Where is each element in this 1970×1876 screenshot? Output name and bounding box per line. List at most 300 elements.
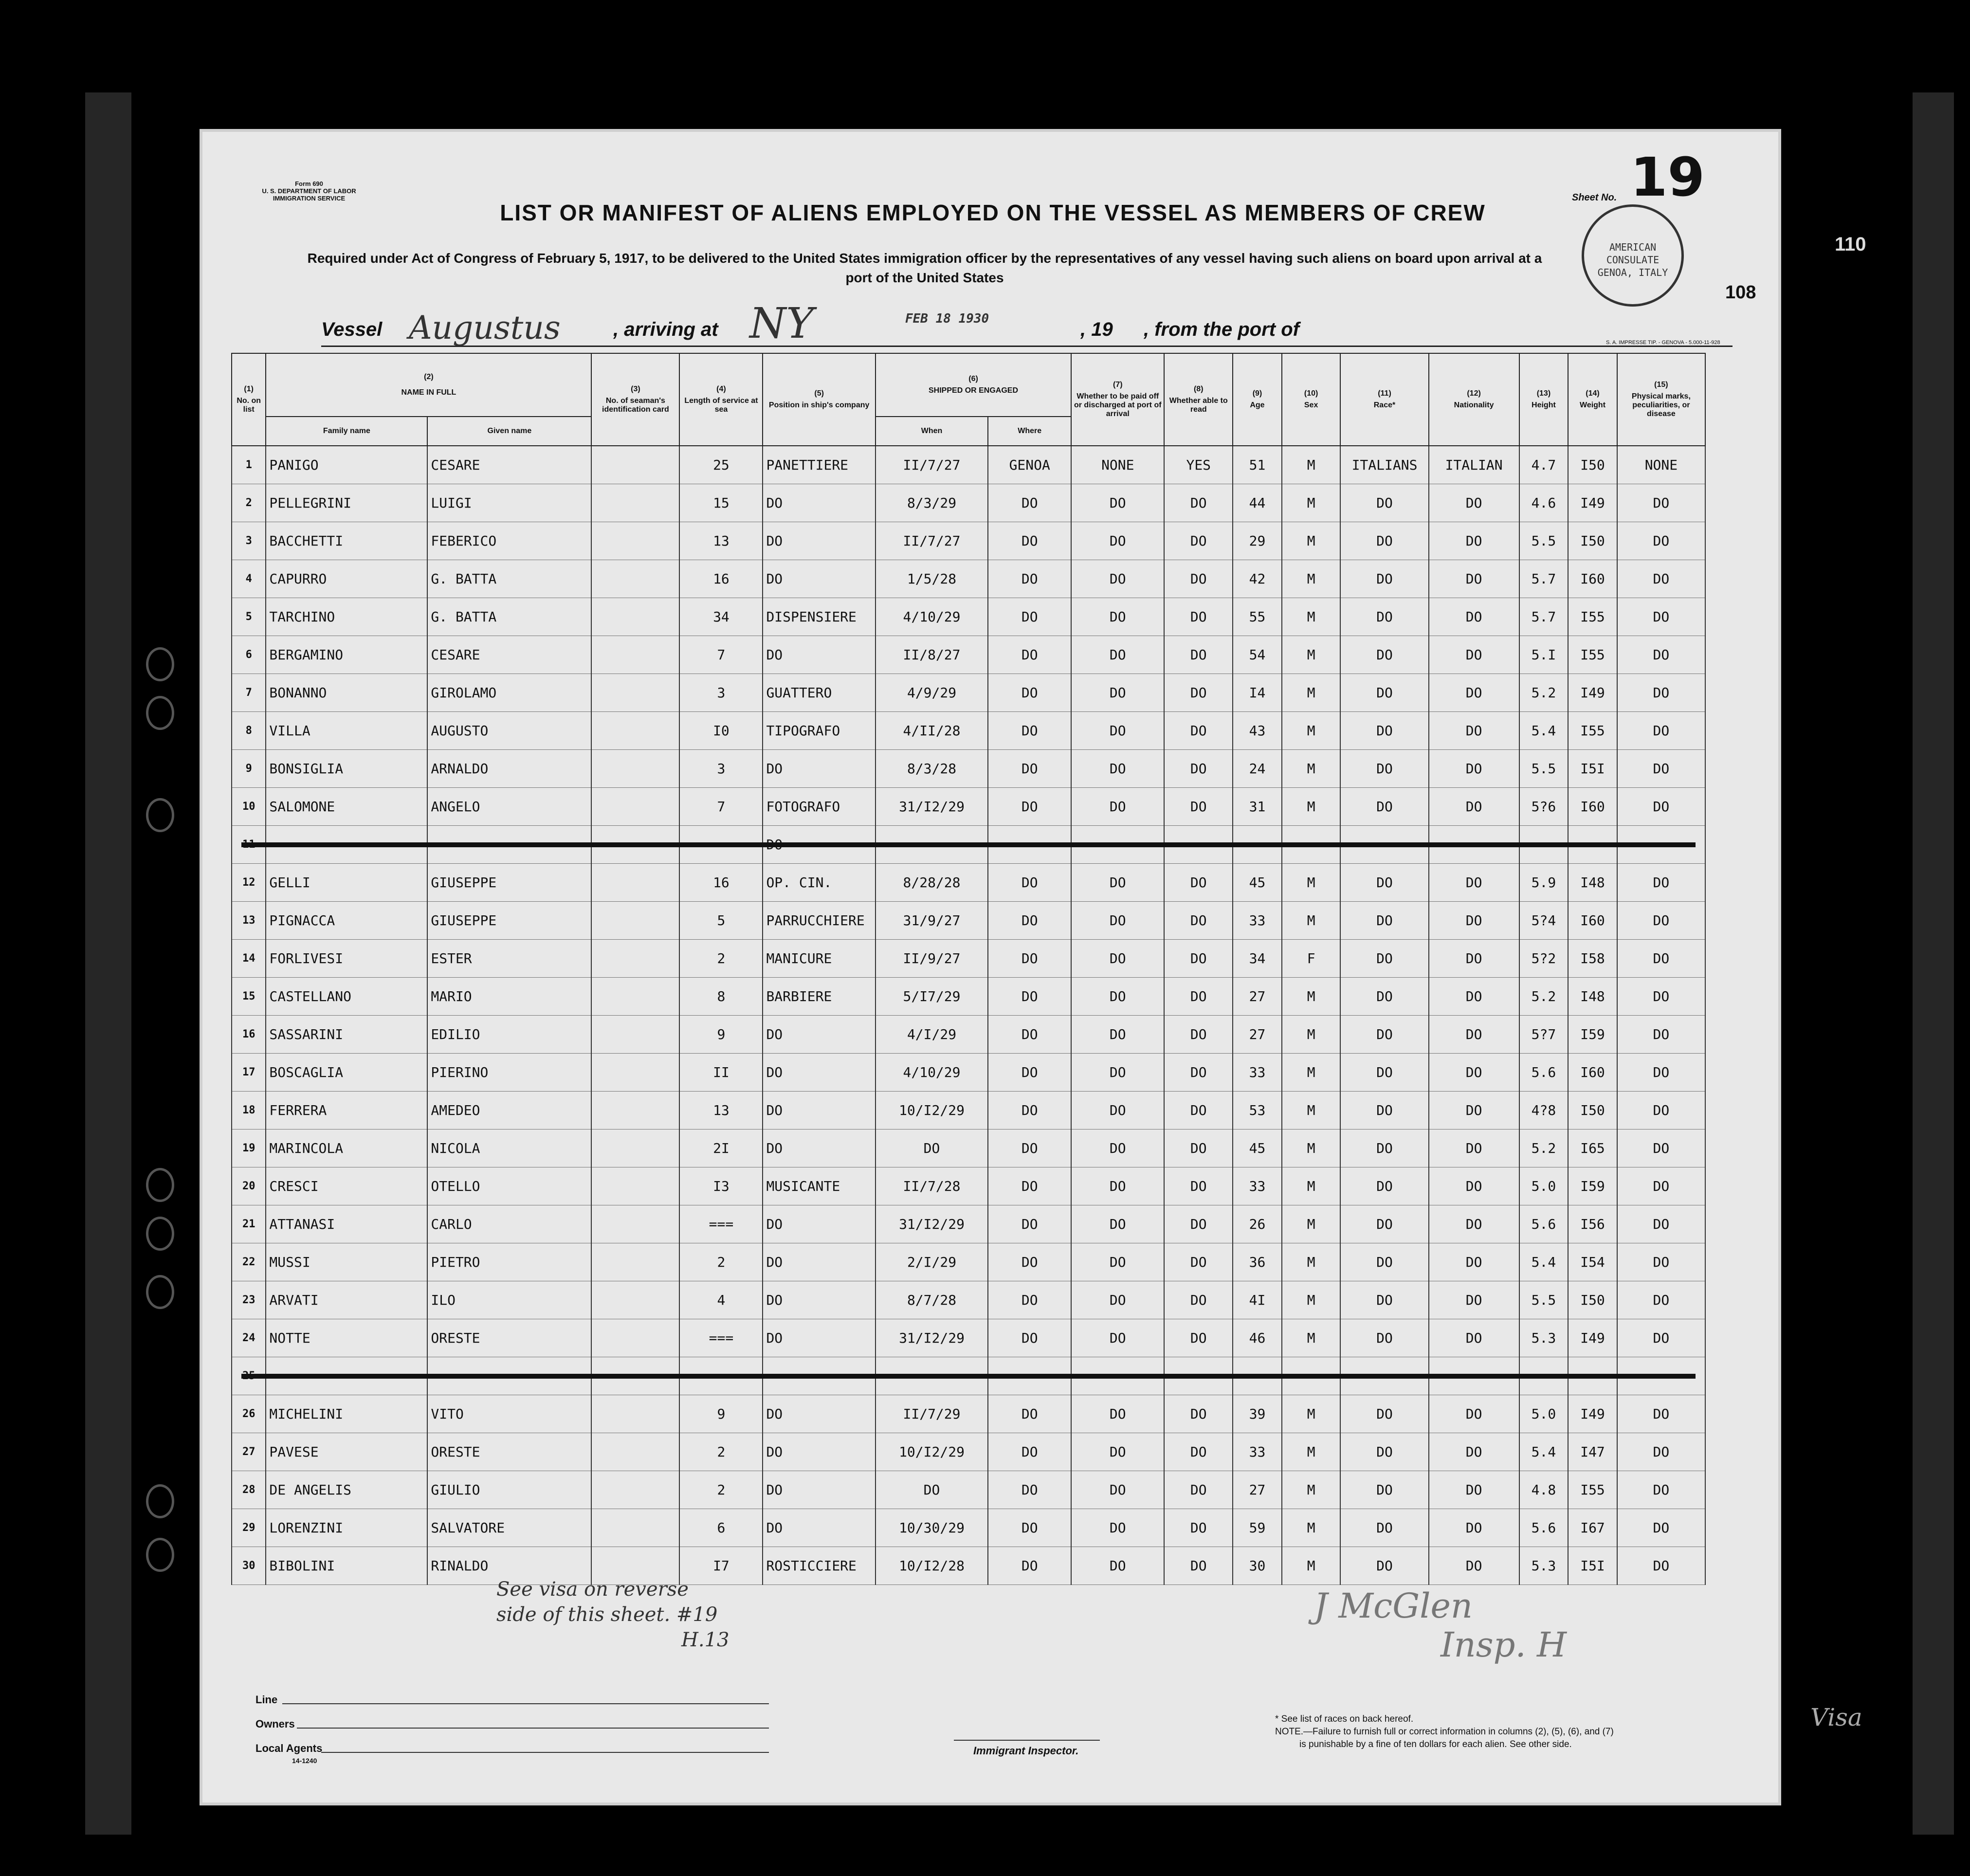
nationality-cell: DO — [1429, 522, 1519, 560]
weight-cell: I48 — [1568, 978, 1617, 1016]
nationality-cell: DO — [1429, 1243, 1519, 1281]
row-number-cell: 3 — [232, 522, 266, 560]
race-cell: DO — [1340, 560, 1428, 598]
position-cell: DO — [763, 560, 875, 598]
date-stamp: FEB 18 1930 — [905, 311, 989, 326]
nationality-cell: DO — [1429, 750, 1519, 788]
position-cell: ROSTICCIERE — [763, 1547, 875, 1585]
shipped-where-cell: DO — [988, 1129, 1071, 1167]
shipped-where-cell: DO — [988, 1092, 1071, 1129]
age-cell: 45 — [1233, 864, 1282, 902]
family-name-cell: NOTTE — [266, 1319, 427, 1357]
family-name-cell: CAPURRO — [266, 560, 427, 598]
id-card-cell — [591, 560, 679, 598]
arrival-port: NY — [749, 299, 814, 348]
family-name-cell: SALOMONE — [266, 788, 427, 826]
row-number-cell: 17 — [232, 1054, 266, 1092]
weight-cell: I55 — [1568, 598, 1617, 636]
nationality-cell: DO — [1429, 1092, 1519, 1129]
given-name-cell: ANGELO — [427, 788, 591, 826]
shipped-where-cell: DO — [988, 1167, 1071, 1205]
shipped-when-cell: 2/I/29 — [876, 1243, 988, 1281]
length-of-service-cell: 2 — [679, 1433, 763, 1471]
signature-line-1: J McGlen — [1314, 1586, 1473, 1626]
strike-through-line — [241, 842, 1696, 847]
weight-cell: I55 — [1568, 636, 1617, 674]
length-of-service-cell: 13 — [679, 1092, 763, 1129]
physical-marks-cell: DO — [1617, 1016, 1705, 1054]
inspector-label: Immigrant Inspector. — [973, 1745, 1079, 1757]
paid-off-cell: DO — [1071, 1205, 1164, 1243]
able-to-read-cell: DO — [1164, 1092, 1233, 1129]
paid-off-cell: DO — [1071, 1016, 1164, 1054]
able-to-read-cell: DO — [1164, 1205, 1233, 1243]
act-statement — [243, 251, 1606, 286]
weight-cell: I60 — [1568, 902, 1617, 940]
length-of-service-cell: 16 — [679, 864, 763, 902]
position-cell: DO — [763, 1205, 875, 1243]
physical-marks-cell: DO — [1617, 598, 1705, 636]
shipped-where-cell: DO — [988, 1016, 1071, 1054]
race-cell: DO — [1340, 940, 1428, 978]
shipped-when-cell: 31/9/27 — [876, 902, 988, 940]
position-cell: PARRUCCHIERE — [763, 902, 875, 940]
row-number-cell: 5 — [232, 598, 266, 636]
weight-cell: I49 — [1568, 1395, 1617, 1433]
visa-note-line-3: H.13 — [681, 1629, 730, 1651]
age-cell: 45 — [1233, 1129, 1282, 1167]
given-name-cell: ILO — [427, 1281, 591, 1319]
position-cell: DO — [763, 636, 875, 674]
able-to-read-cell: DO — [1164, 1395, 1233, 1433]
sex-cell: M — [1282, 1243, 1341, 1281]
weight-cell: I5I — [1568, 1547, 1617, 1585]
printer-line: S. A. IMPRESSE TIP. - GENOVA - 5.000-11-928 — [1606, 340, 1720, 346]
nationality-cell: DO — [1429, 1471, 1519, 1509]
length-of-service-cell: 8 — [679, 978, 763, 1016]
age-cell: 43 — [1233, 712, 1282, 750]
weight-cell: I65 — [1568, 1129, 1617, 1167]
col-header-shipped: (6) SHIPPED OR ENGAGED — [876, 353, 1071, 417]
row-number-cell: 19 — [232, 1129, 266, 1167]
height-cell: 5.5 — [1519, 750, 1569, 788]
table-row — [232, 1547, 1705, 1585]
margin-number-right: 108 — [1725, 282, 1756, 303]
paid-off-cell: DO — [1071, 1243, 1164, 1281]
id-card-cell — [591, 598, 679, 636]
weight-cell: I49 — [1568, 1319, 1617, 1357]
col-header-family-name: Family name — [266, 417, 427, 446]
sex-cell: M — [1282, 788, 1341, 826]
family-name-cell: BOSCAGLIA — [266, 1054, 427, 1092]
family-name-cell: DE ANGELIS — [266, 1471, 427, 1509]
sex-cell: M — [1282, 522, 1341, 560]
id-card-cell — [591, 902, 679, 940]
given-name-cell: MARIO — [427, 978, 591, 1016]
vessel-line — [321, 299, 1733, 348]
paid-off-cell: DO — [1071, 636, 1164, 674]
age-cell: 44 — [1233, 484, 1282, 522]
shipped-when-cell: 31/I2/29 — [876, 788, 988, 826]
weight-cell: I58 — [1568, 940, 1617, 978]
signature-line-2: Insp. H — [1441, 1625, 1567, 1665]
family-name-cell: BONANNO — [266, 674, 427, 712]
physical-marks-cell: DO — [1617, 1054, 1705, 1092]
family-name-cell: PAVESE — [266, 1433, 427, 1471]
position-cell: FOTOGRAFO — [763, 788, 875, 826]
height-cell: 5.5 — [1519, 1281, 1569, 1319]
paid-off-cell: DO — [1071, 750, 1164, 788]
paid-off-cell: DO — [1071, 522, 1164, 560]
given-name-cell: SALVATORE — [427, 1509, 591, 1547]
shipped-when-cell: II/7/29 — [876, 1395, 988, 1433]
race-cell: DO — [1340, 1205, 1428, 1243]
given-name-cell: PIETRO — [427, 1243, 591, 1281]
family-name-cell: BONSIGLIA — [266, 750, 427, 788]
weight-cell: I49 — [1568, 674, 1617, 712]
shipped-when-cell: 8/7/28 — [876, 1281, 988, 1319]
able-to-read-cell: DO — [1164, 636, 1233, 674]
position-cell: OP. CIN. — [763, 864, 875, 902]
length-of-service-cell: 6 — [679, 1509, 763, 1547]
given-name-cell: OTELLO — [427, 1167, 591, 1205]
age-cell: 39 — [1233, 1395, 1282, 1433]
race-cell: DO — [1340, 598, 1428, 636]
paid-off-cell: DO — [1071, 1395, 1164, 1433]
weight-cell: I55 — [1568, 1471, 1617, 1509]
shipped-where-cell: DO — [988, 902, 1071, 940]
length-of-service-cell: 9 — [679, 1395, 763, 1433]
sex-cell: M — [1282, 1547, 1341, 1585]
family-name-cell: LORENZINI — [266, 1509, 427, 1547]
height-cell: 5.6 — [1519, 1205, 1569, 1243]
inspector-field — [954, 1740, 1100, 1741]
shipped-where-cell: GENOA — [988, 446, 1071, 484]
row-number-cell: 6 — [232, 636, 266, 674]
row-number-cell: 29 — [232, 1509, 266, 1547]
position-cell: DO — [763, 1054, 875, 1092]
id-card-cell — [591, 522, 679, 560]
row-number-cell: 27 — [232, 1433, 266, 1471]
shipped-when-cell: 1/5/28 — [876, 560, 988, 598]
position-cell: BARBIERE — [763, 978, 875, 1016]
paid-off-cell: DO — [1071, 1167, 1164, 1205]
paid-off-cell: DO — [1071, 1471, 1164, 1509]
agents-field — [321, 1752, 769, 1753]
punch-hole — [146, 1168, 174, 1202]
able-to-read-cell: DO — [1164, 750, 1233, 788]
nationality-cell: DO — [1429, 978, 1519, 1016]
able-to-read-cell: DO — [1164, 1054, 1233, 1092]
position-cell: PANETTIERE — [763, 446, 875, 484]
paid-off-cell: DO — [1071, 788, 1164, 826]
paid-off-cell: DO — [1071, 864, 1164, 902]
height-cell: 5.6 — [1519, 1509, 1569, 1547]
length-of-service-cell: 4 — [679, 1281, 763, 1319]
physical-marks-cell: DO — [1617, 1319, 1705, 1357]
shipped-when-cell: 10/I2/29 — [876, 1433, 988, 1471]
able-to-read-cell: DO — [1164, 1243, 1233, 1281]
paid-off-cell: DO — [1071, 978, 1164, 1016]
paid-off-cell: DO — [1071, 1281, 1164, 1319]
able-to-read-cell: DO — [1164, 598, 1233, 636]
physical-marks-cell: DO — [1617, 978, 1705, 1016]
family-name-cell: ATTANASI — [266, 1205, 427, 1243]
table-row — [232, 1129, 1705, 1167]
shipped-when-cell: 4/9/29 — [876, 674, 988, 712]
family-name-cell: PIGNACCA — [266, 902, 427, 940]
given-name-cell: AMEDEO — [427, 1092, 591, 1129]
table-row — [232, 636, 1705, 674]
height-cell: 5.2 — [1519, 978, 1569, 1016]
shipped-where-cell: DO — [988, 1471, 1071, 1509]
paid-off-cell: DO — [1071, 1319, 1164, 1357]
physical-marks-cell: DO — [1617, 674, 1705, 712]
able-to-read-cell: DO — [1164, 522, 1233, 560]
visa-note — [496, 1577, 730, 1653]
id-card-cell — [591, 636, 679, 674]
race-cell: DO — [1340, 750, 1428, 788]
height-cell: 5.6 — [1519, 1054, 1569, 1092]
height-cell: 5.I — [1519, 636, 1569, 674]
sex-cell: M — [1282, 1471, 1341, 1509]
col-header-position: (5) Position in ship's company — [763, 353, 875, 446]
weight-cell: I48 — [1568, 864, 1617, 902]
paid-off-cell: DO — [1071, 1054, 1164, 1092]
sex-cell: F — [1282, 940, 1341, 978]
able-to-read-cell: DO — [1164, 978, 1233, 1016]
line-label: Line — [255, 1694, 278, 1706]
sex-cell: M — [1282, 1509, 1341, 1547]
race-cell: DO — [1340, 1433, 1428, 1471]
shipped-when-cell: II/7/28 — [876, 1167, 988, 1205]
shipped-when-cell: 8/28/28 — [876, 864, 988, 902]
family-name-cell: VILLA — [266, 712, 427, 750]
physical-marks-cell: DO — [1617, 788, 1705, 826]
height-cell: 5?4 — [1519, 902, 1569, 940]
col-header-where: Where — [988, 417, 1071, 446]
race-cell: DO — [1340, 1395, 1428, 1433]
nationality-cell: ITALIAN — [1429, 446, 1519, 484]
id-card-cell — [591, 1509, 679, 1547]
given-name-cell: ORESTE — [427, 1433, 591, 1471]
shipped-where-cell: DO — [988, 940, 1071, 978]
shipped-when-cell: II/9/27 — [876, 940, 988, 978]
row-number-cell: 10 — [232, 788, 266, 826]
family-name-cell: MICHELINI — [266, 1395, 427, 1433]
able-to-read-cell: DO — [1164, 1129, 1233, 1167]
shipped-where-cell: DO — [988, 1509, 1071, 1547]
sex-cell: M — [1282, 1319, 1341, 1357]
height-cell: 5.7 — [1519, 598, 1569, 636]
sex-cell: M — [1282, 1092, 1341, 1129]
table-row — [232, 1433, 1705, 1471]
race-cell: DO — [1340, 864, 1428, 902]
form-code: 14-1240 — [292, 1757, 317, 1765]
able-to-read-cell: DO — [1164, 1281, 1233, 1319]
nationality-cell: DO — [1429, 1547, 1519, 1585]
nationality-cell: DO — [1429, 1319, 1519, 1357]
document-title: LIST OR MANIFEST OF ALIENS EMPLOYED ON THE VESSEL AS MEMBERS OF CREW — [500, 200, 1486, 225]
table-row — [232, 788, 1705, 826]
col-header-when: When — [876, 417, 988, 446]
age-cell: 4I — [1233, 1281, 1282, 1319]
given-name-cell: CESARE — [427, 636, 591, 674]
shipped-where-cell: DO — [988, 1243, 1071, 1281]
right-film-edge — [1913, 92, 1954, 1835]
height-cell: 5.0 — [1519, 1395, 1569, 1433]
department-name: U. S. DEPARTMENT OF LABOR — [262, 187, 356, 195]
from-port-label: , from the port of — [1144, 319, 1299, 340]
given-name-cell: G. BATTA — [427, 598, 591, 636]
table-row — [232, 560, 1705, 598]
age-cell: 42 — [1233, 560, 1282, 598]
able-to-read-cell: DO — [1164, 1509, 1233, 1547]
paid-off-cell: DO — [1071, 712, 1164, 750]
sex-cell: M — [1282, 560, 1341, 598]
id-card-cell — [591, 788, 679, 826]
owners-label: Owners — [255, 1718, 295, 1730]
sex-cell: M — [1282, 864, 1341, 902]
physical-marks-cell: DO — [1617, 1471, 1705, 1509]
table-row — [232, 1319, 1705, 1357]
age-cell: 34 — [1233, 940, 1282, 978]
weight-cell: I60 — [1568, 1054, 1617, 1092]
height-cell: 4.6 — [1519, 484, 1569, 522]
weight-cell: I60 — [1568, 560, 1617, 598]
table-row — [232, 522, 1705, 560]
height-cell: 5.7 — [1519, 560, 1569, 598]
shipped-where-cell: DO — [988, 636, 1071, 674]
col-header-service: (4) Length of service at sea — [679, 353, 763, 446]
physical-marks-cell: DO — [1617, 1281, 1705, 1319]
penalty-note-1: NOTE.—Failure to furnish full or correct information in columns (2), (5), (6), and (7) — [1275, 1727, 1614, 1737]
row-number-cell: 24 — [232, 1319, 266, 1357]
table-row — [232, 446, 1705, 484]
height-cell: 5?6 — [1519, 788, 1569, 826]
visa-note-line-2: side of this sheet. #19 — [496, 1603, 718, 1626]
race-cell: DO — [1340, 902, 1428, 940]
height-cell: 5.4 — [1519, 1433, 1569, 1471]
physical-marks-cell: DO — [1617, 1092, 1705, 1129]
table-row — [232, 598, 1705, 636]
weight-cell: I54 — [1568, 1243, 1617, 1281]
age-cell: 33 — [1233, 902, 1282, 940]
given-name-cell: GIULIO — [427, 1471, 591, 1509]
position-cell: DO — [763, 1129, 875, 1167]
race-cell: DO — [1340, 1547, 1428, 1585]
nationality-cell: DO — [1429, 1509, 1519, 1547]
shipped-when-cell: II/7/27 — [876, 522, 988, 560]
length-of-service-cell: II — [679, 1054, 763, 1092]
shipped-where-cell: DO — [988, 1547, 1071, 1585]
able-to-read-cell: DO — [1164, 902, 1233, 940]
length-of-service-cell: 5 — [679, 902, 763, 940]
height-cell: 5.0 — [1519, 1167, 1569, 1205]
length-of-service-cell: 13 — [679, 522, 763, 560]
length-of-service-cell: 2 — [679, 1243, 763, 1281]
row-number-cell: 23 — [232, 1281, 266, 1319]
crew-rows — [232, 446, 1705, 1585]
arriving-label: , arriving at — [613, 319, 718, 340]
penalty-note-2: is punishable by a fine of ten dollars for each alien. See other side. — [1299, 1739, 1572, 1749]
shipped-when-cell: 4/10/29 — [876, 1054, 988, 1092]
row-number-cell: 8 — [232, 712, 266, 750]
position-cell: DISPENSIERE — [763, 598, 875, 636]
race-cell: DO — [1340, 522, 1428, 560]
shipped-when-cell: 4/I/29 — [876, 1016, 988, 1054]
shipped-where-cell: DO — [988, 1281, 1071, 1319]
shipped-where-cell: DO — [988, 1319, 1071, 1357]
nationality-cell: DO — [1429, 1281, 1519, 1319]
height-cell: 5.2 — [1519, 674, 1569, 712]
shipped-where-cell: DO — [988, 484, 1071, 522]
age-cell: 30 — [1233, 1547, 1282, 1585]
race-cell: DO — [1340, 1243, 1428, 1281]
age-cell: 59 — [1233, 1509, 1282, 1547]
table-row — [232, 1395, 1705, 1433]
physical-marks-cell: DO — [1617, 1129, 1705, 1167]
able-to-read-cell: DO — [1164, 1433, 1233, 1471]
height-cell: 5?2 — [1519, 940, 1569, 978]
given-name-cell: RINALDO — [427, 1547, 591, 1585]
id-card-cell — [591, 1471, 679, 1509]
id-card-cell — [591, 1129, 679, 1167]
family-name-cell: PANIGO — [266, 446, 427, 484]
punch-hole — [146, 798, 174, 832]
table-row — [232, 750, 1705, 788]
physical-marks-cell: NONE — [1617, 446, 1705, 484]
position-cell: DO — [763, 484, 875, 522]
table-row — [232, 978, 1705, 1016]
nationality-cell: DO — [1429, 788, 1519, 826]
nationality-cell: DO — [1429, 1205, 1519, 1243]
row-number-cell: 21 — [232, 1205, 266, 1243]
weight-cell: I59 — [1568, 1167, 1617, 1205]
given-name-cell: GIUSEPPE — [427, 864, 591, 902]
nationality-cell: DO — [1429, 560, 1519, 598]
row-number-cell: 13 — [232, 902, 266, 940]
physical-marks-cell: DO — [1617, 864, 1705, 902]
shipped-when-cell: 31/I2/29 — [876, 1205, 988, 1243]
family-name-cell: TARCHINO — [266, 598, 427, 636]
nationality-cell: DO — [1429, 1016, 1519, 1054]
col-header-paid-off: (7) Whether to be paid off or discharged at port of arrival — [1071, 353, 1164, 446]
shipped-where-cell: DO — [988, 522, 1071, 560]
shipped-when-cell: 4/II/28 — [876, 712, 988, 750]
row-number-cell: 9 — [232, 750, 266, 788]
paid-off-cell: DO — [1071, 484, 1164, 522]
position-cell: GUATTERO — [763, 674, 875, 712]
able-to-read-cell: DO — [1164, 1016, 1233, 1054]
race-cell: DO — [1340, 1509, 1428, 1547]
age-cell: 36 — [1233, 1243, 1282, 1281]
height-cell: 5.3 — [1519, 1547, 1569, 1585]
table-row — [232, 1016, 1705, 1054]
id-card-cell — [591, 712, 679, 750]
punch-hole — [146, 1484, 174, 1518]
shipped-when-cell: 8/3/29 — [876, 484, 988, 522]
given-name-cell: ORESTE — [427, 1319, 591, 1357]
length-of-service-cell: I3 — [679, 1167, 763, 1205]
length-of-service-cell: === — [679, 1205, 763, 1243]
table-row — [232, 1471, 1705, 1509]
shipped-where-cell: DO — [988, 712, 1071, 750]
able-to-read-cell: DO — [1164, 1167, 1233, 1205]
family-name-cell: MUSSI — [266, 1243, 427, 1281]
given-name-cell: FEBERICO — [427, 522, 591, 560]
nationality-cell: DO — [1429, 484, 1519, 522]
